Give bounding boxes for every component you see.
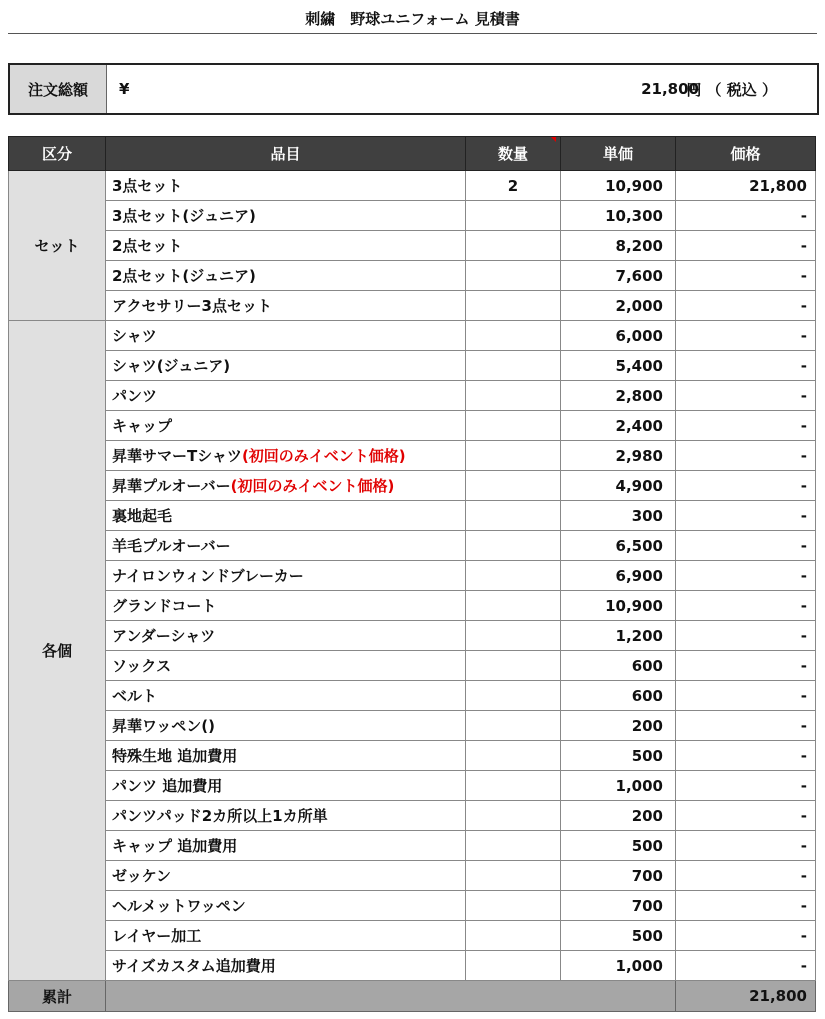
quantity-input[interactable]	[466, 891, 561, 921]
price-cell: -	[676, 891, 816, 921]
table-row	[9, 801, 816, 831]
quantity-input[interactable]	[466, 711, 561, 741]
item-name: ナイロンウィンドブレーカー	[112, 567, 304, 585]
item-name-cell	[106, 531, 466, 561]
item-name: アンダーシャツ	[112, 627, 216, 645]
item-name: 3点セット(ジュニア)	[112, 207, 256, 225]
price-cell: -	[676, 531, 816, 561]
quantity-input[interactable]	[466, 741, 561, 771]
unit-price-cell: 300	[561, 501, 676, 531]
price-cell: -	[676, 741, 816, 771]
unit-price-cell: 10,900	[561, 591, 676, 621]
summary-spacer	[106, 981, 676, 1012]
item-name-cell	[106, 561, 466, 591]
item-name-cell	[106, 651, 466, 681]
table-row	[9, 771, 816, 801]
estimate-table	[8, 136, 816, 1012]
item-name-cell	[106, 171, 466, 201]
item-name-cell	[106, 411, 466, 441]
item-name: レイヤー加工	[112, 927, 202, 945]
header-qty: 数量	[466, 137, 561, 171]
unit-price-cell: 200	[561, 801, 676, 831]
item-name-cell	[106, 291, 466, 321]
item-name-cell	[106, 351, 466, 381]
quantity-input[interactable]	[466, 201, 561, 231]
item-name: ゼッケン	[112, 867, 171, 885]
price-cell: -	[676, 321, 816, 351]
table-row	[9, 921, 816, 951]
item-name: アクセサリー3点セット	[112, 297, 272, 315]
item-name: ソックス	[112, 657, 172, 675]
order-total-label: 注文総額	[10, 65, 107, 113]
comment-marker-icon	[551, 137, 556, 142]
unit-price-cell: 1,200	[561, 621, 676, 651]
price-cell: -	[676, 261, 816, 291]
unit-price-cell: 7,600	[561, 261, 676, 291]
item-name: 2点セット(ジュニア)	[112, 267, 256, 285]
item-name-cell	[106, 771, 466, 801]
unit-price-cell: 1,000	[561, 771, 676, 801]
title-divider	[8, 33, 817, 34]
unit-price-cell: 4,900	[561, 471, 676, 501]
item-name-cell	[106, 591, 466, 621]
header-unit-price: 単価	[561, 137, 676, 171]
unit-price-cell: 10,300	[561, 201, 676, 231]
item-name: 裏地起毛	[112, 507, 173, 525]
item-note: (初回のみイベント価格)	[241, 447, 406, 465]
unit-price-cell: 700	[561, 861, 676, 891]
unit-price-cell: 2,800	[561, 381, 676, 411]
quantity-input[interactable]	[466, 921, 561, 951]
item-name-cell	[106, 741, 466, 771]
quantity-input[interactable]: 2	[466, 171, 561, 201]
quantity-input[interactable]	[466, 561, 561, 591]
quantity-input[interactable]	[466, 621, 561, 651]
item-name: 特殊生地 追加費用	[112, 747, 238, 765]
quantity-input[interactable]	[466, 381, 561, 411]
item-name-cell	[106, 471, 466, 501]
category-cell: 各個	[9, 321, 106, 981]
price-cell: -	[676, 831, 816, 861]
price-cell: -	[676, 291, 816, 321]
table-row	[9, 621, 816, 651]
quantity-input[interactable]	[466, 591, 561, 621]
item-name: シャツ	[112, 327, 157, 345]
item-name: 羊毛プルオーバー	[112, 537, 231, 555]
table-row	[9, 561, 816, 591]
table-row	[9, 261, 816, 291]
quantity-input[interactable]	[466, 291, 561, 321]
category-cell: セット	[9, 171, 106, 321]
item-name: 昇華ワッペン()	[112, 717, 215, 735]
table-row	[9, 651, 816, 681]
unit-price-cell: 2,000	[561, 291, 676, 321]
price-cell: -	[676, 591, 816, 621]
item-name-cell	[106, 681, 466, 711]
table-row	[9, 681, 816, 711]
table-row	[9, 411, 816, 441]
item-name-cell	[106, 711, 466, 741]
item-name-cell	[106, 201, 466, 231]
item-name-cell	[106, 951, 466, 981]
unit-price-cell: 6,500	[561, 531, 676, 561]
table-row	[9, 741, 816, 771]
quantity-input[interactable]	[466, 261, 561, 291]
price-cell: -	[676, 651, 816, 681]
header-category: 区分	[9, 137, 106, 171]
unit-price-cell: 5,400	[561, 351, 676, 381]
item-name-cell	[106, 321, 466, 351]
quantity-input[interactable]	[466, 531, 561, 561]
order-total-box	[8, 63, 819, 115]
item-name: 2点セット	[112, 237, 183, 255]
table-row	[9, 351, 816, 381]
item-name: 昇華プルオーバー	[112, 477, 231, 495]
order-total-unit: 円 （ 税込 ）	[686, 80, 777, 99]
summary-label: 累計	[9, 981, 106, 1012]
quantity-input[interactable]	[466, 651, 561, 681]
price-cell: -	[676, 351, 816, 381]
item-name: パンツ	[112, 387, 158, 405]
item-name: 3点セット	[112, 177, 183, 195]
quantity-input[interactable]	[466, 231, 561, 261]
quantity-input[interactable]	[466, 321, 561, 351]
price-cell: -	[676, 201, 816, 231]
unit-price-cell: 2,400	[561, 411, 676, 441]
item-name-cell	[106, 801, 466, 831]
item-name: ベルト	[112, 687, 158, 705]
unit-price-cell: 6,900	[561, 561, 676, 591]
price-cell: -	[676, 471, 816, 501]
unit-price-cell: 700	[561, 891, 676, 921]
unit-price-cell: 1,000	[561, 951, 676, 981]
item-name-cell	[106, 501, 466, 531]
unit-price-cell: 8,200	[561, 231, 676, 261]
table-row	[9, 291, 816, 321]
price-cell: -	[676, 711, 816, 741]
unit-price-cell: 500	[561, 831, 676, 861]
unit-price-cell: 2,980	[561, 441, 676, 471]
price-cell: -	[676, 561, 816, 591]
item-name-cell	[106, 621, 466, 651]
price-cell: -	[676, 771, 816, 801]
item-name-cell	[106, 441, 466, 471]
item-name-cell	[106, 861, 466, 891]
price-cell: -	[676, 231, 816, 261]
item-name: パンツ 追加費用	[112, 777, 223, 795]
header-item: 品目	[106, 137, 466, 171]
table-row	[9, 321, 816, 351]
price-cell: 21,800	[676, 171, 816, 201]
table-row	[9, 171, 816, 201]
price-cell: -	[676, 381, 816, 411]
item-name-cell	[106, 891, 466, 921]
unit-price-cell: 10,900	[561, 171, 676, 201]
item-note: (初回のみイベント価格)	[230, 477, 395, 495]
header-price: 価格	[676, 137, 816, 171]
table-row	[9, 441, 816, 471]
unit-price-cell: 200	[561, 711, 676, 741]
price-cell: -	[676, 801, 816, 831]
quantity-input[interactable]	[466, 801, 561, 831]
item-name: パンツパッド2カ所以上1カ所単	[112, 807, 328, 825]
price-cell: -	[676, 621, 816, 651]
item-name: グランドコート	[112, 597, 217, 615]
unit-price-cell: 500	[561, 741, 676, 771]
order-total-value[interactable]	[107, 65, 817, 113]
price-cell: -	[676, 951, 816, 981]
summary-row	[9, 981, 816, 1012]
item-name: 昇華サマーTシャツ	[112, 447, 242, 465]
table-row	[9, 861, 816, 891]
table-row	[9, 531, 816, 561]
table-row	[9, 891, 816, 921]
table-row	[9, 471, 816, 501]
quantity-input[interactable]	[466, 951, 561, 981]
summary-total: 21,800	[676, 981, 816, 1012]
item-name-cell	[106, 261, 466, 291]
quantity-input[interactable]	[466, 471, 561, 501]
quantity-input[interactable]	[466, 411, 561, 441]
quantity-input[interactable]	[466, 441, 561, 471]
price-cell: -	[676, 681, 816, 711]
table-row	[9, 591, 816, 621]
item-name-cell	[106, 381, 466, 411]
table-row	[9, 501, 816, 531]
item-name: キャップ	[112, 417, 173, 435]
price-cell: -	[676, 861, 816, 891]
item-name: シャツ(ジュニア)	[112, 357, 231, 375]
unit-price-cell: 6,000	[561, 321, 676, 351]
quantity-input[interactable]	[466, 771, 561, 801]
item-name: サイズカスタム追加費用	[112, 957, 276, 975]
item-name-cell	[106, 921, 466, 951]
table-row	[9, 711, 816, 741]
quantity-input[interactable]	[466, 681, 561, 711]
quantity-input[interactable]	[466, 501, 561, 531]
item-name: キャップ 追加費用	[112, 837, 238, 855]
price-cell: -	[676, 501, 816, 531]
item-name-cell	[106, 831, 466, 861]
page-title: 刺繍 野球ユニフォーム 見積書	[305, 10, 520, 28]
unit-price-cell: 600	[561, 651, 676, 681]
item-name: ヘルメットワッペン	[112, 897, 246, 915]
quantity-input[interactable]	[466, 831, 561, 861]
item-name-cell	[106, 231, 466, 261]
table-row	[9, 951, 816, 981]
price-cell: -	[676, 411, 816, 441]
order-total-amount: 21,800	[641, 80, 699, 98]
price-cell: -	[676, 441, 816, 471]
unit-price-cell: 500	[561, 921, 676, 951]
table-row	[9, 231, 816, 261]
table-header-row	[9, 137, 816, 171]
price-cell: -	[676, 921, 816, 951]
currency-symbol: ¥	[119, 80, 130, 98]
table-row	[9, 201, 816, 231]
quantity-input[interactable]	[466, 861, 561, 891]
table-row	[9, 831, 816, 861]
table-row	[9, 381, 816, 411]
unit-price-cell: 600	[561, 681, 676, 711]
quantity-input[interactable]	[466, 351, 561, 381]
